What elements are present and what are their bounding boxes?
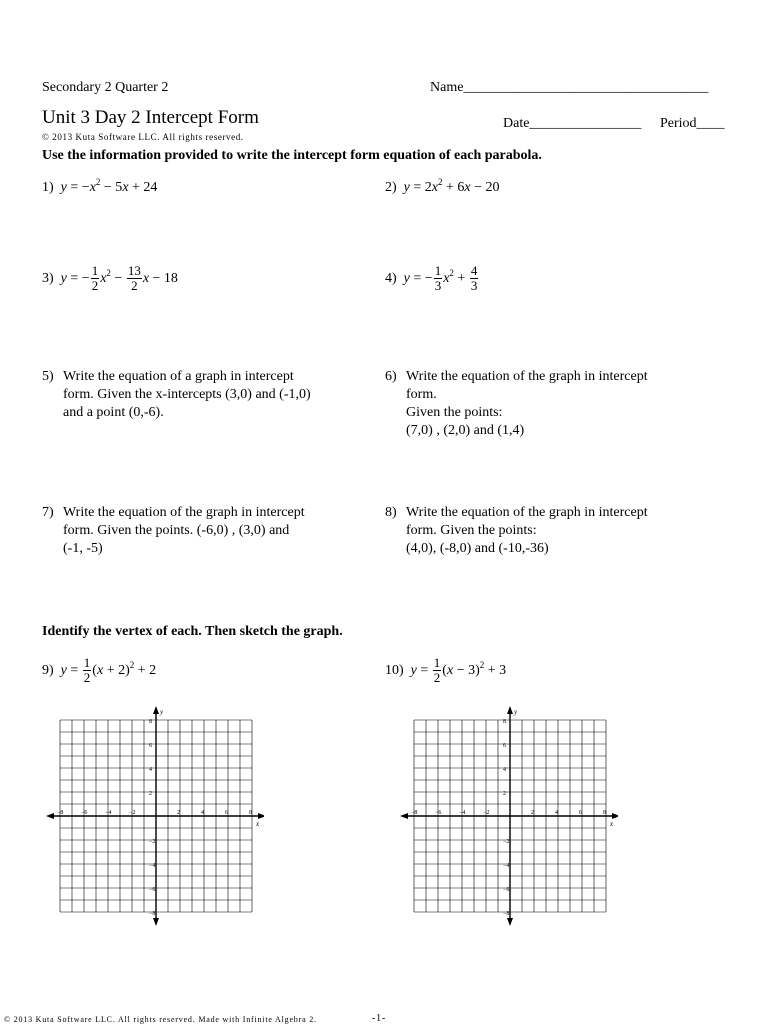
name-field: Name___________________________________ [430,80,709,95]
y-tick-label: −4 [503,863,510,869]
x-tick-label: −8 [411,810,418,816]
problem-9 [42,656,156,685]
x-axis-right-arrow [612,813,618,819]
problem-8 [385,504,725,558]
problem-3 [42,264,178,293]
x-tick-label: 6 [225,810,228,816]
x-tick-label: −4 [459,810,466,816]
y-tick-label: 2 [503,791,506,797]
y-axis-label: y [514,708,518,716]
x-tick-label: 2 [531,810,534,816]
y-tick-label: 8 [503,719,506,725]
y-tick-label: −6 [149,887,156,893]
problem-text: form. Given the points: [406,523,537,538]
equation: $y = 2x^2 + 6x - 20$ [403,177,500,195]
x-axis-label: x [256,820,260,828]
x-axis-left-arrow [46,813,54,819]
problem-7 [42,504,362,558]
x-tick-label: 4 [201,810,204,816]
x-tick-label: 2 [177,810,180,816]
equation: y = − $\frac{1}{2}$ $x^2$ − $\frac{13}{2}$ x − 18 [60,263,178,293]
y-tick-label: 8 [149,719,152,725]
instructions-part2: Identify the vertex of each. Then sketch the graph. [42,624,343,639]
x-tick-label: −2 [129,810,136,816]
problem-number: 2) [385,180,397,195]
equation: $y = -x^2 - 5x + 24$ [60,177,158,195]
x-axis-left-arrow [400,813,408,819]
period-field: Period____ [660,116,725,131]
problem-6 [385,368,725,440]
x-tick-label: −6 [435,810,442,816]
problem-text: Write the equation of the graph in intercept [406,505,648,520]
x-tick-label: −2 [483,810,490,816]
problem-number: 1) [42,180,54,195]
footer-copyright: © 2013 Kuta Software LLC. All rights reserved. Made with Infinite Algebra 2. [4,1015,317,1024]
y-tick-label: −2 [503,839,510,845]
equation: y = − $\frac{1}{3}$ $x^2$ + $\frac{4}{3}$ [403,263,478,293]
equation: y = $\frac{1}{2}$ $(x - 3)^2 + 3$ [410,655,507,685]
problem-text: Write the equation of the graph in intercept [406,369,648,384]
problem-number: 3) [42,270,54,286]
y-axis-top-arrow [507,706,513,714]
y-tick-label: 6 [149,743,152,749]
problem-text: form. [406,387,437,402]
x-tick-label: 4 [555,810,558,816]
y-tick-label: 4 [149,767,152,773]
problem-text: Given the points: [406,405,503,420]
problem-number: 7) [42,505,54,520]
y-tick-label: −6 [503,887,510,893]
problem-4 [385,264,479,293]
x-tick-label: 8 [603,810,606,816]
y-tick-label: −4 [149,863,156,869]
y-axis-top-arrow [153,706,159,714]
course-label: Secondary 2 Quarter 2 [42,80,169,95]
coordinate-grid-9[interactable] [40,700,264,950]
header-copyright: © 2013 Kuta Software LLC. All rights reserved. [42,132,244,142]
problem-text: form. Given the points. (-6,0) , (3,0) and [63,523,290,538]
problem-1 [42,177,158,196]
y-tick-label: −8 [503,911,510,917]
problem-text: (7,0) , (2,0) and (1,4) [406,423,525,438]
problem-number: 10) [385,662,404,678]
y-tick-label: −2 [149,839,156,845]
problem-number: 9) [42,662,54,678]
problem-text: Write the equation of a graph in intercept [63,369,294,384]
x-tick-label: −6 [81,810,88,816]
y-tick-label: 2 [149,791,152,797]
problem-number: 5) [42,369,54,384]
problem-5 [42,368,362,422]
problem-text: and a point (0,-6). [63,405,164,420]
problem-2 [385,177,500,196]
x-axis-right-arrow [258,813,264,819]
x-tick-label: 6 [579,810,582,816]
page-number: -1- [372,1013,387,1024]
page-title: Unit 3 Day 2 Intercept Form [42,107,259,128]
problem-text: Write the equation of the graph in intercept [63,505,305,520]
problem-10 [385,656,506,685]
x-tick-label: 8 [249,810,252,816]
problem-number: 6) [385,369,397,384]
problem-number: 8) [385,505,397,520]
coordinate-grid-10[interactable] [394,700,618,950]
y-axis-bottom-arrow [507,918,513,926]
problem-text: form. Given the x-intercepts (3,0) and (-1,0) [63,387,311,402]
instructions-part1: Use the information provided to write the intercept form equation of each parabola. [42,148,542,163]
problem-text: (-1, -5) [63,541,103,556]
y-axis-bottom-arrow [153,918,159,926]
problem-text: (4,0), (-8,0) and (-10,-36) [406,541,549,556]
y-tick-label: −8 [149,911,156,917]
x-axis-label: x [610,820,614,828]
y-tick-label: 6 [503,743,506,749]
x-tick-label: −8 [57,810,64,816]
x-tick-label: −4 [105,810,112,816]
equation: y = $\frac{1}{2}$ $(x + 2)^2 + 2$ [60,655,157,685]
y-axis-label: y [160,708,164,716]
y-tick-label: 4 [503,767,506,773]
problem-number: 4) [385,270,397,286]
date-field: Date________________ [503,116,642,131]
